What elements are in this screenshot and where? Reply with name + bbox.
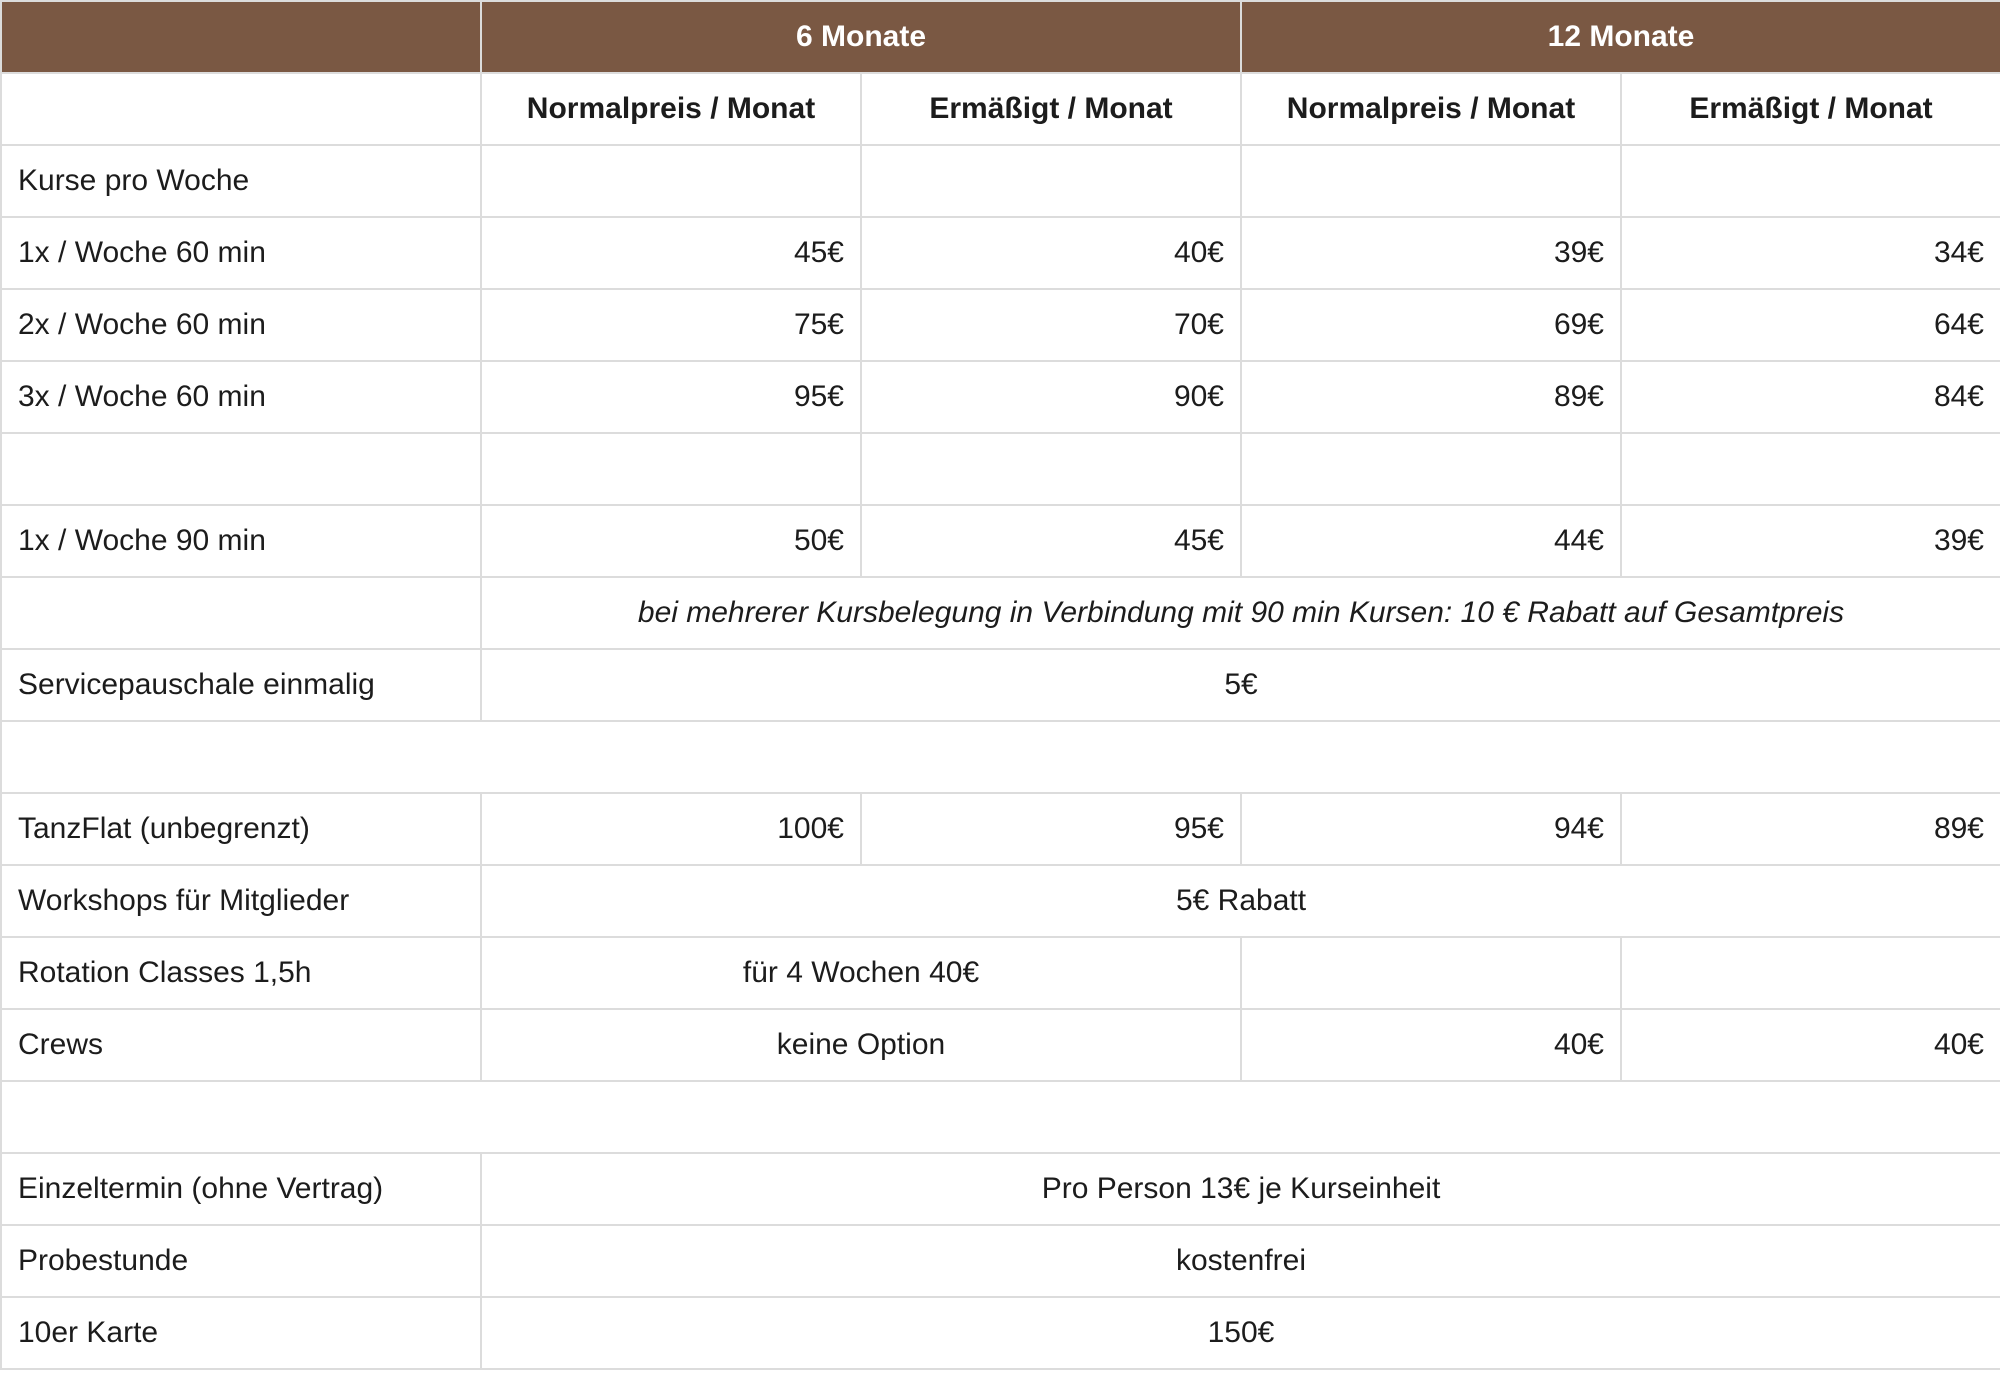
spacer-row: [1, 1081, 2000, 1153]
header-reduced-price-12: Ermäßigt / Monat: [1621, 73, 2000, 145]
table-row: [1, 505, 2000, 577]
spacer-row: [1, 721, 2000, 793]
crews-6-value: keine Option: [481, 1009, 1241, 1081]
row-label: Einzeltermin (ohne Vertrag): [1, 1153, 481, 1225]
header-12-months: 12 Monate: [1241, 1, 2000, 73]
price-cell: 100€: [481, 793, 861, 865]
header-normal-price-6: Normalpreis / Monat: [481, 73, 861, 145]
header-reduced-price-6: Ermäßigt / Monat: [861, 73, 1241, 145]
table-row: [1, 937, 2000, 1009]
price-cell: 39€: [1621, 505, 2000, 577]
table-row: [1, 865, 2000, 937]
price-cell: 95€: [481, 361, 861, 433]
header-row-duration: [1, 1, 2000, 73]
price-cell: 40€: [861, 217, 1241, 289]
service-fee-value: 5€: [481, 649, 2000, 721]
price-cell: 40€: [1241, 1009, 1621, 1081]
price-cell: 45€: [861, 505, 1241, 577]
price-cell: 94€: [1241, 793, 1621, 865]
price-cell: 40€: [1621, 1009, 2000, 1081]
table-row: [1, 217, 2000, 289]
table-row: [1, 1225, 2000, 1297]
price-cell: 95€: [861, 793, 1241, 865]
price-cell: 90€: [861, 361, 1241, 433]
header-empty-cell: [1, 73, 481, 145]
price-cell: 84€: [1621, 361, 2000, 433]
header-6-months: 6 Monate: [481, 1, 1241, 73]
row-label: Probestunde: [1, 1225, 481, 1297]
price-cell: 44€: [1241, 505, 1621, 577]
rotation-value: für 4 Wochen 40€: [481, 937, 1241, 1009]
row-label: 2x / Woche 60 min: [1, 289, 481, 361]
row-label: Rotation Classes 1,5h: [1, 937, 481, 1009]
price-cell: 75€: [481, 289, 861, 361]
row-label: 1x / Woche 90 min: [1, 505, 481, 577]
note-row: [1, 577, 2000, 649]
discount-note: bei mehrerer Kursbelegung in Verbindung mit 90 min Kursen: 10 € Rabatt auf Gesamtpreis: [481, 577, 2000, 649]
table-row: [1, 1297, 2000, 1369]
price-cell: 34€: [1621, 217, 2000, 289]
table-row: [1, 649, 2000, 721]
price-cell: 50€: [481, 505, 861, 577]
single-session-value: Pro Person 13€ je Kurseinheit: [481, 1153, 2000, 1225]
row-label: Servicepauschale einmalig: [1, 649, 481, 721]
price-cell: 64€: [1621, 289, 2000, 361]
section-title: Kurse pro Woche: [1, 145, 481, 217]
row-label: TanzFlat (unbegrenzt): [1, 793, 481, 865]
price-cell: 45€: [481, 217, 861, 289]
trial-value: kostenfrei: [481, 1225, 2000, 1297]
table-row: [1, 289, 2000, 361]
ten-card-value: 150€: [481, 1297, 2000, 1369]
price-cell: 70€: [861, 289, 1241, 361]
row-label: 10er Karte: [1, 1297, 481, 1369]
table-row: [1, 793, 2000, 865]
row-label: Crews: [1, 1009, 481, 1081]
header-normal-price-12: Normalpreis / Monat: [1241, 73, 1621, 145]
table-row: [1, 361, 2000, 433]
row-label: 1x / Woche 60 min: [1, 217, 481, 289]
spacer-row: [1, 433, 2000, 505]
price-cell: 89€: [1241, 361, 1621, 433]
price-cell: 89€: [1621, 793, 2000, 865]
price-cell: 39€: [1241, 217, 1621, 289]
table-row: [1, 1153, 2000, 1225]
table-row: [1, 1009, 2000, 1081]
header-empty-cell: [1, 1, 481, 73]
row-label: Workshops für Mitglieder: [1, 865, 481, 937]
row-label: 3x / Woche 60 min: [1, 361, 481, 433]
header-row-price-type: [1, 73, 2000, 145]
price-cell: 69€: [1241, 289, 1621, 361]
section-row-courses: [1, 145, 2000, 217]
workshops-value: 5€ Rabatt: [481, 865, 2000, 937]
